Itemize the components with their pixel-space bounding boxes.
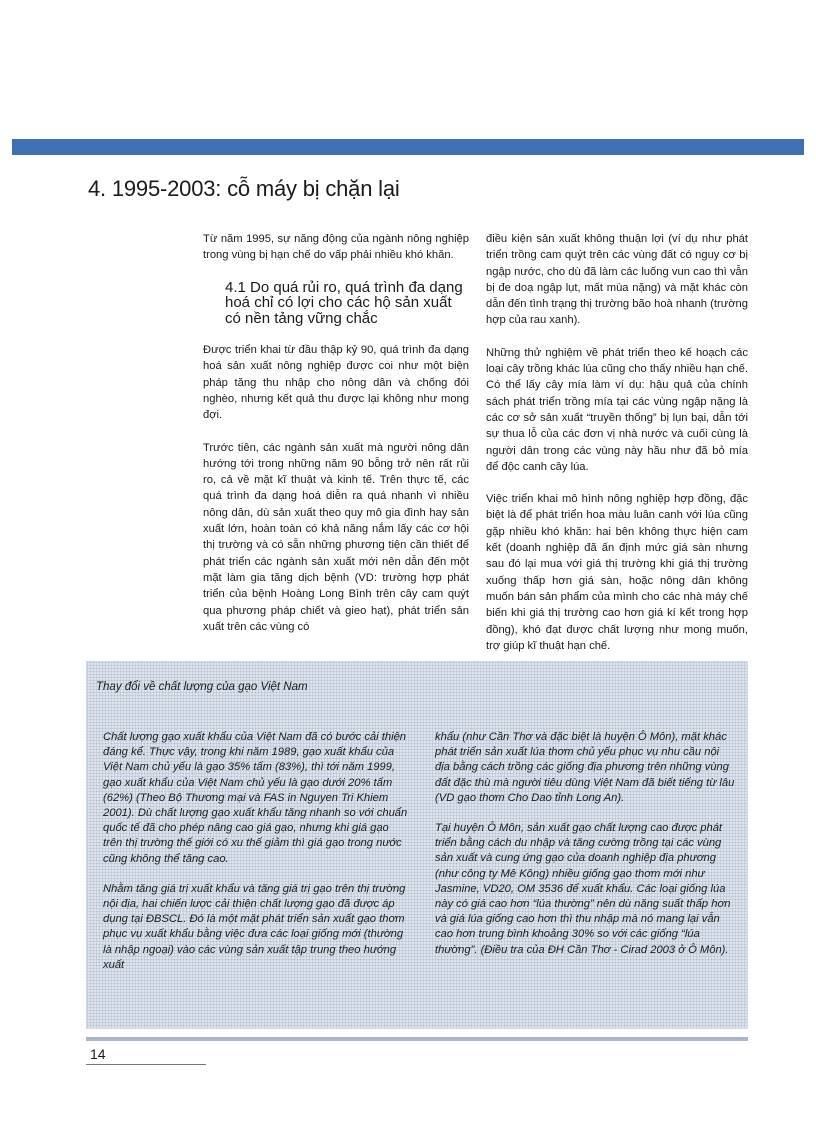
box-column-right: [435, 730, 737, 973]
sidebar-box: [86, 661, 748, 1029]
intro-paragraph: Từ năm 1995, sự năng động của ngành nông nghiệp trong vùng bị hạn chế do vấp phải nhiều khó khăn.: [203, 233, 469, 262]
box-paragraph: Nhằm tăng giá trị xuất khẩu và tăng giá trị gạo trên thị trường nội địa, hai chiến lược cải thiện chất lượng gạo đã được áp dụng tại ĐBSCL. Đó là một mặt phát triển sản xuất gạo thơm phục vụ xuất khẩu bằng việc đưa các loại giống mới (thường là nhập ngoại) vào các vùng sản xuất tập trung theo hướng xuất: [103, 882, 406, 971]
page-number: 14: [90, 1046, 106, 1062]
body-paragraph: điều kiện sản xuất không thuận lợi (ví dụ như phát triển trồng cam quýt trên các vùng đất có nguy cơ bị ngập nước, cho dù đã làm các luống vun cao thì vẫn bị đe doạ ngập lụt, mất mùa nặng) và mặt khác còn dẫn đến tình trạng thị trường bão hoà nhanh (trường hợp của rau xanh).: [486, 233, 748, 327]
body-paragraph: Trước tiên, các ngành sản xuất mà người nông dân hướng tới trong những năm 90 bỗng trở nên rất rủi ro, cả về mặt kĩ thuật và kinh tế. Trên thực tế, các quá trình đa dạng hoá diễn ra quá nhanh vì nhiều nông dân, dù sản xuất theo quy mô gia đình hay sản xuất lớn, hoàn toàn có khả năng nắm lấy các cơ hội thị trường và có sẵn những phương tiện cần thiết để phát triển các ngành sản xuất mới nên dẫn đến một mặt làm gia tăng dịch bệnh (VD: trường hợp phát triển của bệnh Hoàng Long Bình trên cây cam quýt qua phương pháp chiết và gieo hạt), phát triển sản xuất trên các vùng có: [203, 441, 469, 633]
body-column-right: [486, 231, 748, 670]
box-bottom-rule: [86, 1037, 748, 1041]
box-title: Thay đổi về chất lượng của gạo Việt Nam: [96, 681, 308, 693]
page-number-rule: [86, 1064, 206, 1065]
subsection-heading: 4.1 Do quá rủi ro, quá trình đa dạng hoá chỉ có lợi cho các hộ sản xuất có nền tảng vững chắc: [225, 278, 463, 327]
box-paragraph: Chất lượng gạo xuất khẩu của Việt Nam đã có bước cải thiện đáng kể. Thực vậy, trong khi năm 1989, gạo xuất khẩu của Việt Nam chủ yếu là gạo 35% tấm (83%), thì tới năm 1999, gạo xuất khẩu của Việt Nam chủ yếu là gạo dưới 20% tấm (62%) (Theo Bộ Thương mại và FAS in Nguyen Tri Khiem 2001). Dù chất lượng gạo xuất khẩu tăng nhanh so với chuẩn quốc tế đã cho phép nâng cao giá gạo, nhưng khi giá gạo trên thị trường thế giới có xu thế giảm thì giá gạo trong nước cũng không thể tăng cao.: [103, 731, 408, 865]
body-paragraph: Việc triển khai mô hình nông nghiệp hợp đồng, đặc biệt là để phát triển hoa màu luân canh với lúa cũng gặp nhiều khó khăn: hai bên không thực hiện cam kết (doanh nghiệp đã ấn định mức giá sàn nhưng sau đó lại mua với giá thị trường khi giá thị trường xuống thấp hơn giá sàn, hoặc nông dân không muốn bán sản phẩm của mình cho các nhà máy chế biến khi giá thị trường cao hơn giá kí kết trong hợp đồng), khó đạt được chất lượng như mong muốn, trợ giúp kĩ thuật hạn chế.: [486, 493, 748, 652]
box-column-left: [103, 730, 409, 988]
box-paragraph: khẩu (như Cần Thơ và đặc biệt là huyện Ô Môn), mặt khác phát triển sản xuất lúa thơm chủ yếu phục vụ nhu cầu nội địa bằng cách trồng các giống địa phương trên những vùng đất đặc thù mà người tiêu dùng Việt Nam đã biết tiếng từ lâu (VD gạo thơm Cho Dao tỉnh Long An).: [435, 731, 735, 804]
section-title: 4. 1995-2003: cỗ máy bị chặn lại: [88, 176, 400, 201]
body-paragraph: Được triển khai từ đầu thập kỷ 90, quá trình đa dạng hoá sản xuất nông nghiệp được coi như một biện pháp tăng thu nhập cho nông dân và chống đói nghèo, nhưng kết quả thu được lại không như mong đợi.: [203, 344, 469, 422]
header-color-bar: [12, 139, 804, 155]
body-paragraph: Những thử nghiệm về phát triển theo kế hoạch các loại cây trồng khác lúa cũng cho thấy nhiều hạn chế. Có thể lấy cây mía làm ví dụ: hậu quả của chính sách phát triển trồng mía tại các vùng ngập nặng là các cơ sở sản xuất “truyền thống” bị lụn bại, dẫn tới sự thua lỗ của các đơn vị nhà nước và cuối cùng là người dân trong các vùng này hầu như đã bỏ mía để độc canh cây lúa.: [486, 346, 748, 473]
box-paragraph: Tại huyện Ô Môn, sản xuất gạo chất lượng cao được phát triển bằng cách du nhập và tăng cường trồng tại các vùng sản xuất và cung ứng gạo của doanh nghiệp địa phương (như công ty Mê Kông) nhiều giống gạo thơm mới như Jasmine, VD20, OM 3536 để xuất khẩu. Các loại giống lúa này có giá cao hơn “lúa thường” nên dù năng suất thấp hơn và giá lúa giống cao hơn thì thu nhập mà nó mang lại vẫn cao hơn trung bình khoảng 30% so với các giống “lúa thường”. (Điều tra của ĐH Cần Thơ - Cirad 2003 ở Ô Môn).: [435, 822, 731, 956]
body-column-left: [203, 231, 469, 651]
